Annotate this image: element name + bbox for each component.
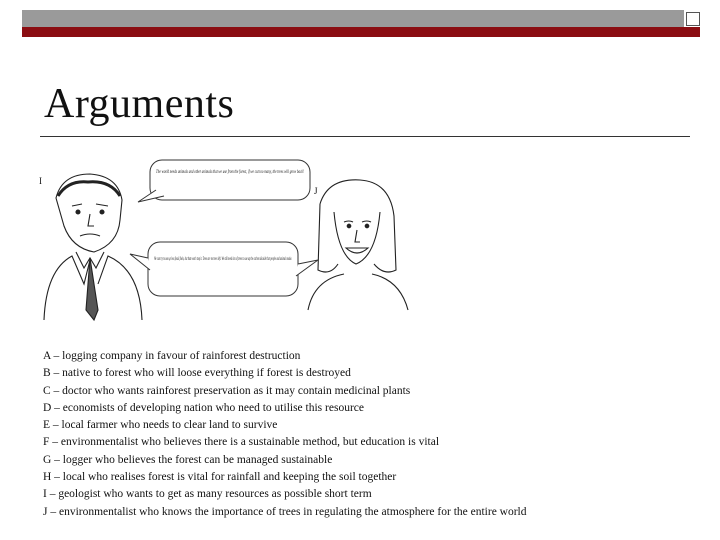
corner-square-icon xyxy=(686,12,700,26)
speech-bubble-bottom-text: We can try to use up less fossil fuels, but that won't stop it. Trees are no trees left. We still need lots of trees to use up the carbon dioxide that people and animals make. xyxy=(154,257,292,262)
argument-item: B – native to forest who will loose everything if forest is destroyed xyxy=(43,367,351,380)
argument-item: G – logger who believes the forest can be managed sustainable xyxy=(43,453,333,466)
speech-bubble-bottom xyxy=(130,242,318,296)
woman-figure xyxy=(308,180,408,310)
argument-item: E – local farmer who needs to clear land to survive xyxy=(43,419,278,432)
speech-bubble-top xyxy=(138,160,310,202)
speech-bubble-top-text: The world needs animals and other animals that we use from the forest, if we cut too many, the trees will grow back! xyxy=(156,170,305,175)
cartoon-label-left: I xyxy=(39,176,42,186)
slide-title: Arguments xyxy=(44,81,235,127)
cartoon-illustration xyxy=(38,160,418,320)
argument-item: F – environmentalist who believes there is a sustainable method, but education is vital xyxy=(43,436,440,449)
title-divider xyxy=(40,136,690,137)
man-figure xyxy=(44,174,142,320)
header-band-red xyxy=(22,27,700,37)
cartoon-label-right: J xyxy=(314,186,318,196)
arguments-list xyxy=(43,348,527,521)
argument-item: C – doctor who wants rainforest preservation as it may contain medicinal plants xyxy=(43,384,411,397)
argument-item: I – geologist who wants to get as many resources as possible short term xyxy=(43,488,372,501)
argument-item: H – local who realises forest is vital for rainfall and keeping the soil together xyxy=(43,471,397,484)
argument-item: J – environmentalist who knows the importance of trees in regulating the atmosphere for the entire world xyxy=(43,505,527,518)
header-band-gray xyxy=(22,10,684,27)
argument-item: D – economists of developing nation who need to utilise this resource xyxy=(43,401,364,414)
argument-item: A – logging company in favour of rainforest destruction xyxy=(43,350,301,362)
